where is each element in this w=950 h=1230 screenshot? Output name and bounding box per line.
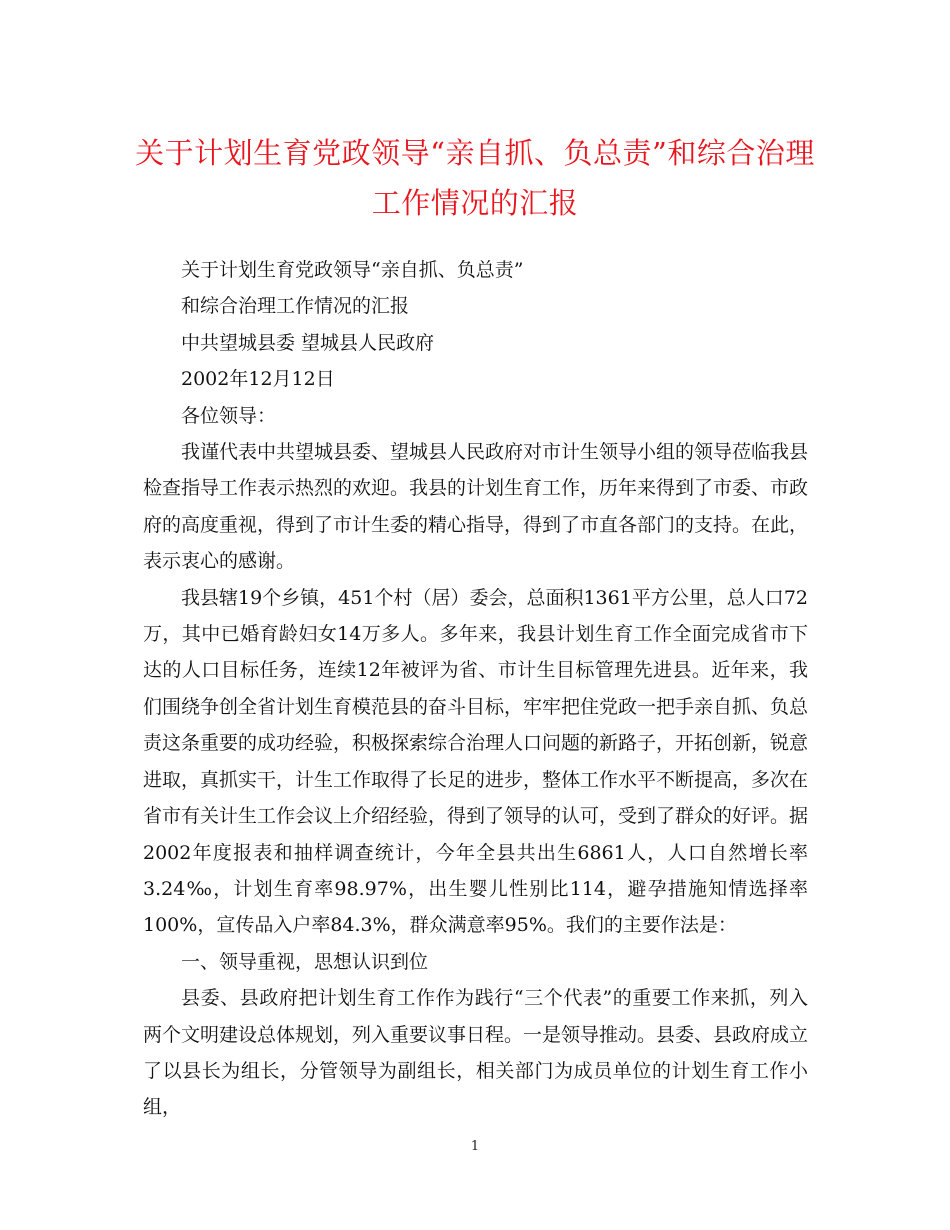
title-line-1: 关于计划生育党政领导“亲自抓、负总责”和综合治理 (135, 136, 815, 170)
salutation: 各位领导： (181, 404, 277, 427)
issuer: 中共望城县委 望城县人民政府 (181, 331, 435, 354)
paragraph: 我县辖19个乡镇，451个村（居）委会，总面积1361平方公里，总人口72万，其中已婚育龄妇女14万多人。多年来，我县计划生育工作全面完成省市下达的人口目标任务，连续12年被评为省、市计生目标管理先进县。近年来，我们围绕争创全省计划生育模范县的奋斗目标，牢牢把住党政一把手亲自抓、负总责这条重要的成功经验，积极探索综合治理人口问题的新路子，开拓创新，锐意进取，真抓实干，计生工作取得了长足的进步，整体工作水平不断提高，多次在省市有关计生工作会议上介绍经验，得到了领导的认可，受到了群众的好评。据2002年度报表和抽样调查统计，今年全县共出生6861人，人口自然增长率3.24‰，计划生育率98.97%，出生婴儿性别比114，避孕措施知情选择率100%，宣传品入户率84.3%，群众满意率95%。我们的主要作法是： (143, 586, 809, 937)
title-line-2: 工作情况的汇报 (371, 186, 579, 220)
subtitle-line-1: 关于计划生育党政领导“亲自抓、负总责” (181, 259, 524, 281)
paragraph: 县委、县政府把计划生育工作作为践行“三个代表”的重要工作来抓，列入两个文明建设总体规划，列入重要议事日程。一是领导推动。县委、县政府成立了以县长为组长，分管领导为副组长，相关部门为成员单位的计划生育工作小组， (143, 987, 809, 1119)
page-number: 1 (470, 1139, 480, 1154)
subtitle-line-2: 和综合治理工作情况的汇报 (181, 295, 410, 318)
section-heading: 一、领导重视，思想认识到位 (181, 950, 429, 973)
document-title (120, 128, 830, 228)
date: 2002年12月12日 (181, 368, 335, 391)
document-body (143, 252, 808, 1126)
paragraph: 我谨代表中共望城县委、望城县人民政府对市计生领导小组的领导莅临我县检查指导工作表示热烈的欢迎。我县的计划生育工作，历年来得到了市委、市政府的高度重视，得到了市计生委的精心指导，得到了市直各部门的支持。在此，表示衷心的感谢。 (143, 441, 809, 573)
